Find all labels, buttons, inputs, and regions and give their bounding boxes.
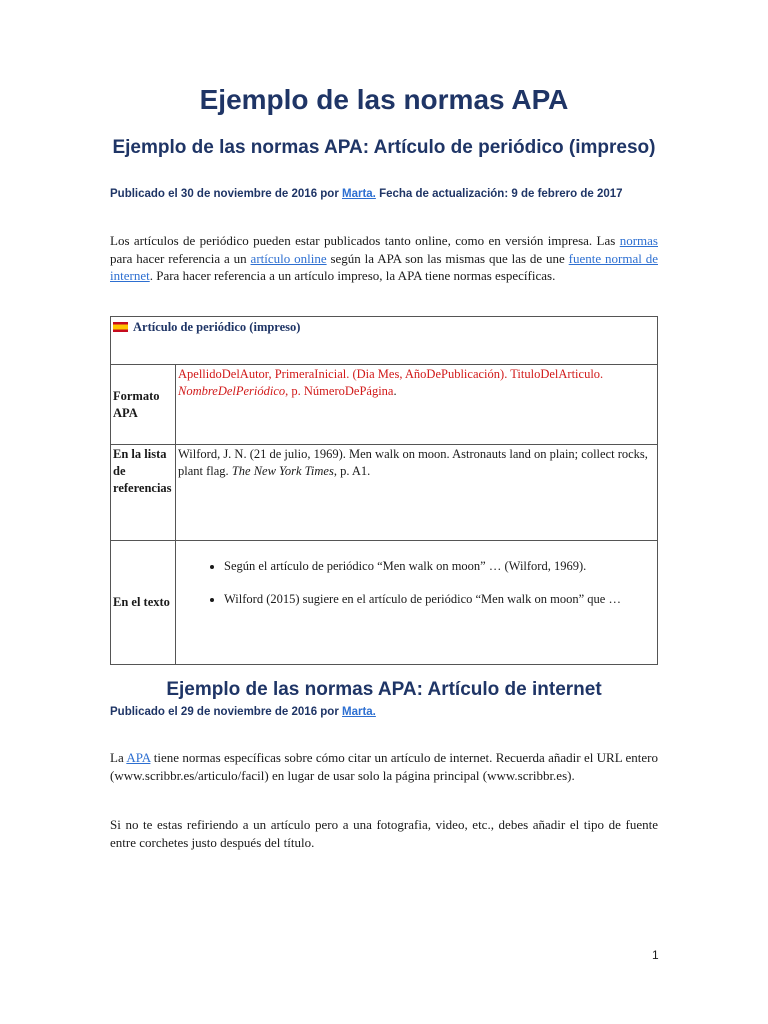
table-header-title: Artículo de periódico (impreso) xyxy=(133,320,301,334)
link-normas[interactable]: normas xyxy=(619,233,658,248)
tpl-newspaper: NombreDelPeriódico xyxy=(178,384,286,398)
table-header-cell xyxy=(111,317,658,365)
p1-text-1: La xyxy=(110,750,127,765)
page-number: 1 xyxy=(652,948,659,962)
section-heading-newspaper: Ejemplo de las normas APA: Artículo de periódico (impreso) xyxy=(112,137,656,158)
link-articulo-online[interactable]: artículo online xyxy=(250,250,327,266)
tpl-author: ApellidoDelAutor xyxy=(178,367,269,381)
tpl-initial: , PrimeraInicial xyxy=(268,367,347,381)
tpl-page: , p. NúmeroDePágina xyxy=(285,384,394,398)
citation-list xyxy=(178,558,655,608)
table-header-row xyxy=(111,317,658,365)
row-label-reference: En la lista de referencias xyxy=(111,445,176,541)
in-text-citation-cell xyxy=(176,541,658,665)
publication-meta-2 xyxy=(110,706,670,718)
author-link-marta[interactable]: Marta. xyxy=(342,188,376,200)
publication-meta-1 xyxy=(110,188,670,200)
spain-flag-icon xyxy=(113,322,128,332)
link-fuente-internet[interactable]: fuente normal de internet xyxy=(110,250,658,283)
table-row-in-text xyxy=(111,541,658,665)
row-label-in-text: En el texto xyxy=(111,541,176,665)
p1-text-2: tiene normas específicas sobre cómo citar un artículo de internet. Recuerda añadir el URL entero (www.scribbr.es/articulo/facil) en lugar de usar solo la página principal (www.scribbr.es). xyxy=(110,750,658,783)
page-title: Ejemplo de las normas APA xyxy=(199,84,569,115)
citation-item: • Según el artículo de periódico “Men walk on moon” … (Wilford, 1969). xyxy=(224,558,655,575)
row-label-format: Formato APA xyxy=(111,365,176,445)
author-link-marta-2[interactable]: Marta. xyxy=(342,706,376,718)
tpl-end: . xyxy=(393,384,397,398)
reference-newspaper: The New York Times xyxy=(231,464,334,478)
published-date-text: Publicado el 30 de noviembre de 2016 por xyxy=(110,188,342,200)
table-row-reference xyxy=(111,445,658,541)
citation-item: • Wilford (2015) sugiere en el artículo de periódico “Men walk on moon” que … xyxy=(224,591,655,608)
tpl-year: , AñoDePublicación xyxy=(399,367,501,381)
format-template-cell xyxy=(176,365,658,445)
intro-text-2: para hacer referencia a un xyxy=(110,250,251,266)
published-date-text-2: Publicado el 29 de noviembre de 2016 por xyxy=(110,706,342,718)
reference-example-cell xyxy=(176,445,658,541)
intro-text-4: . Para hacer referencia a un artículo impreso, la APA tiene normas específicas. xyxy=(149,268,556,283)
apa-reference-table xyxy=(110,316,658,665)
intro-text-3: según la APA son las mismas que las de une xyxy=(326,250,569,266)
tpl-date: . (Dia Mes xyxy=(346,367,400,381)
internet-paragraph-1 xyxy=(110,749,658,784)
intro-text-1: Los artículos de periódico pueden estar publicados tanto online, como en versión impresa. Las xyxy=(110,233,620,248)
tpl-title: ). TituloDelArticulo. xyxy=(500,367,604,381)
reference-text: Wilford, J. N. (21 de julio, 1969). Men walk on moon. Astronauts land on plain; collect rocks, plant flag. xyxy=(178,447,648,478)
table-row-format xyxy=(111,365,658,445)
reference-page: , p. A1. xyxy=(333,464,371,478)
link-apa[interactable]: APA xyxy=(126,750,151,765)
intro-paragraph xyxy=(110,232,658,285)
internet-paragraph-2: Si no te estas refiriendo a un artículo pero a una fotografia, video, etc., debes añadir el tipo de fuente entre corchetes justo después del título. xyxy=(110,817,658,850)
section-heading-internet: Ejemplo de las normas APA: Artículo de internet xyxy=(166,679,602,700)
updated-date-text: Fecha de actualización: 9 de febrero de 2017 xyxy=(375,188,623,200)
